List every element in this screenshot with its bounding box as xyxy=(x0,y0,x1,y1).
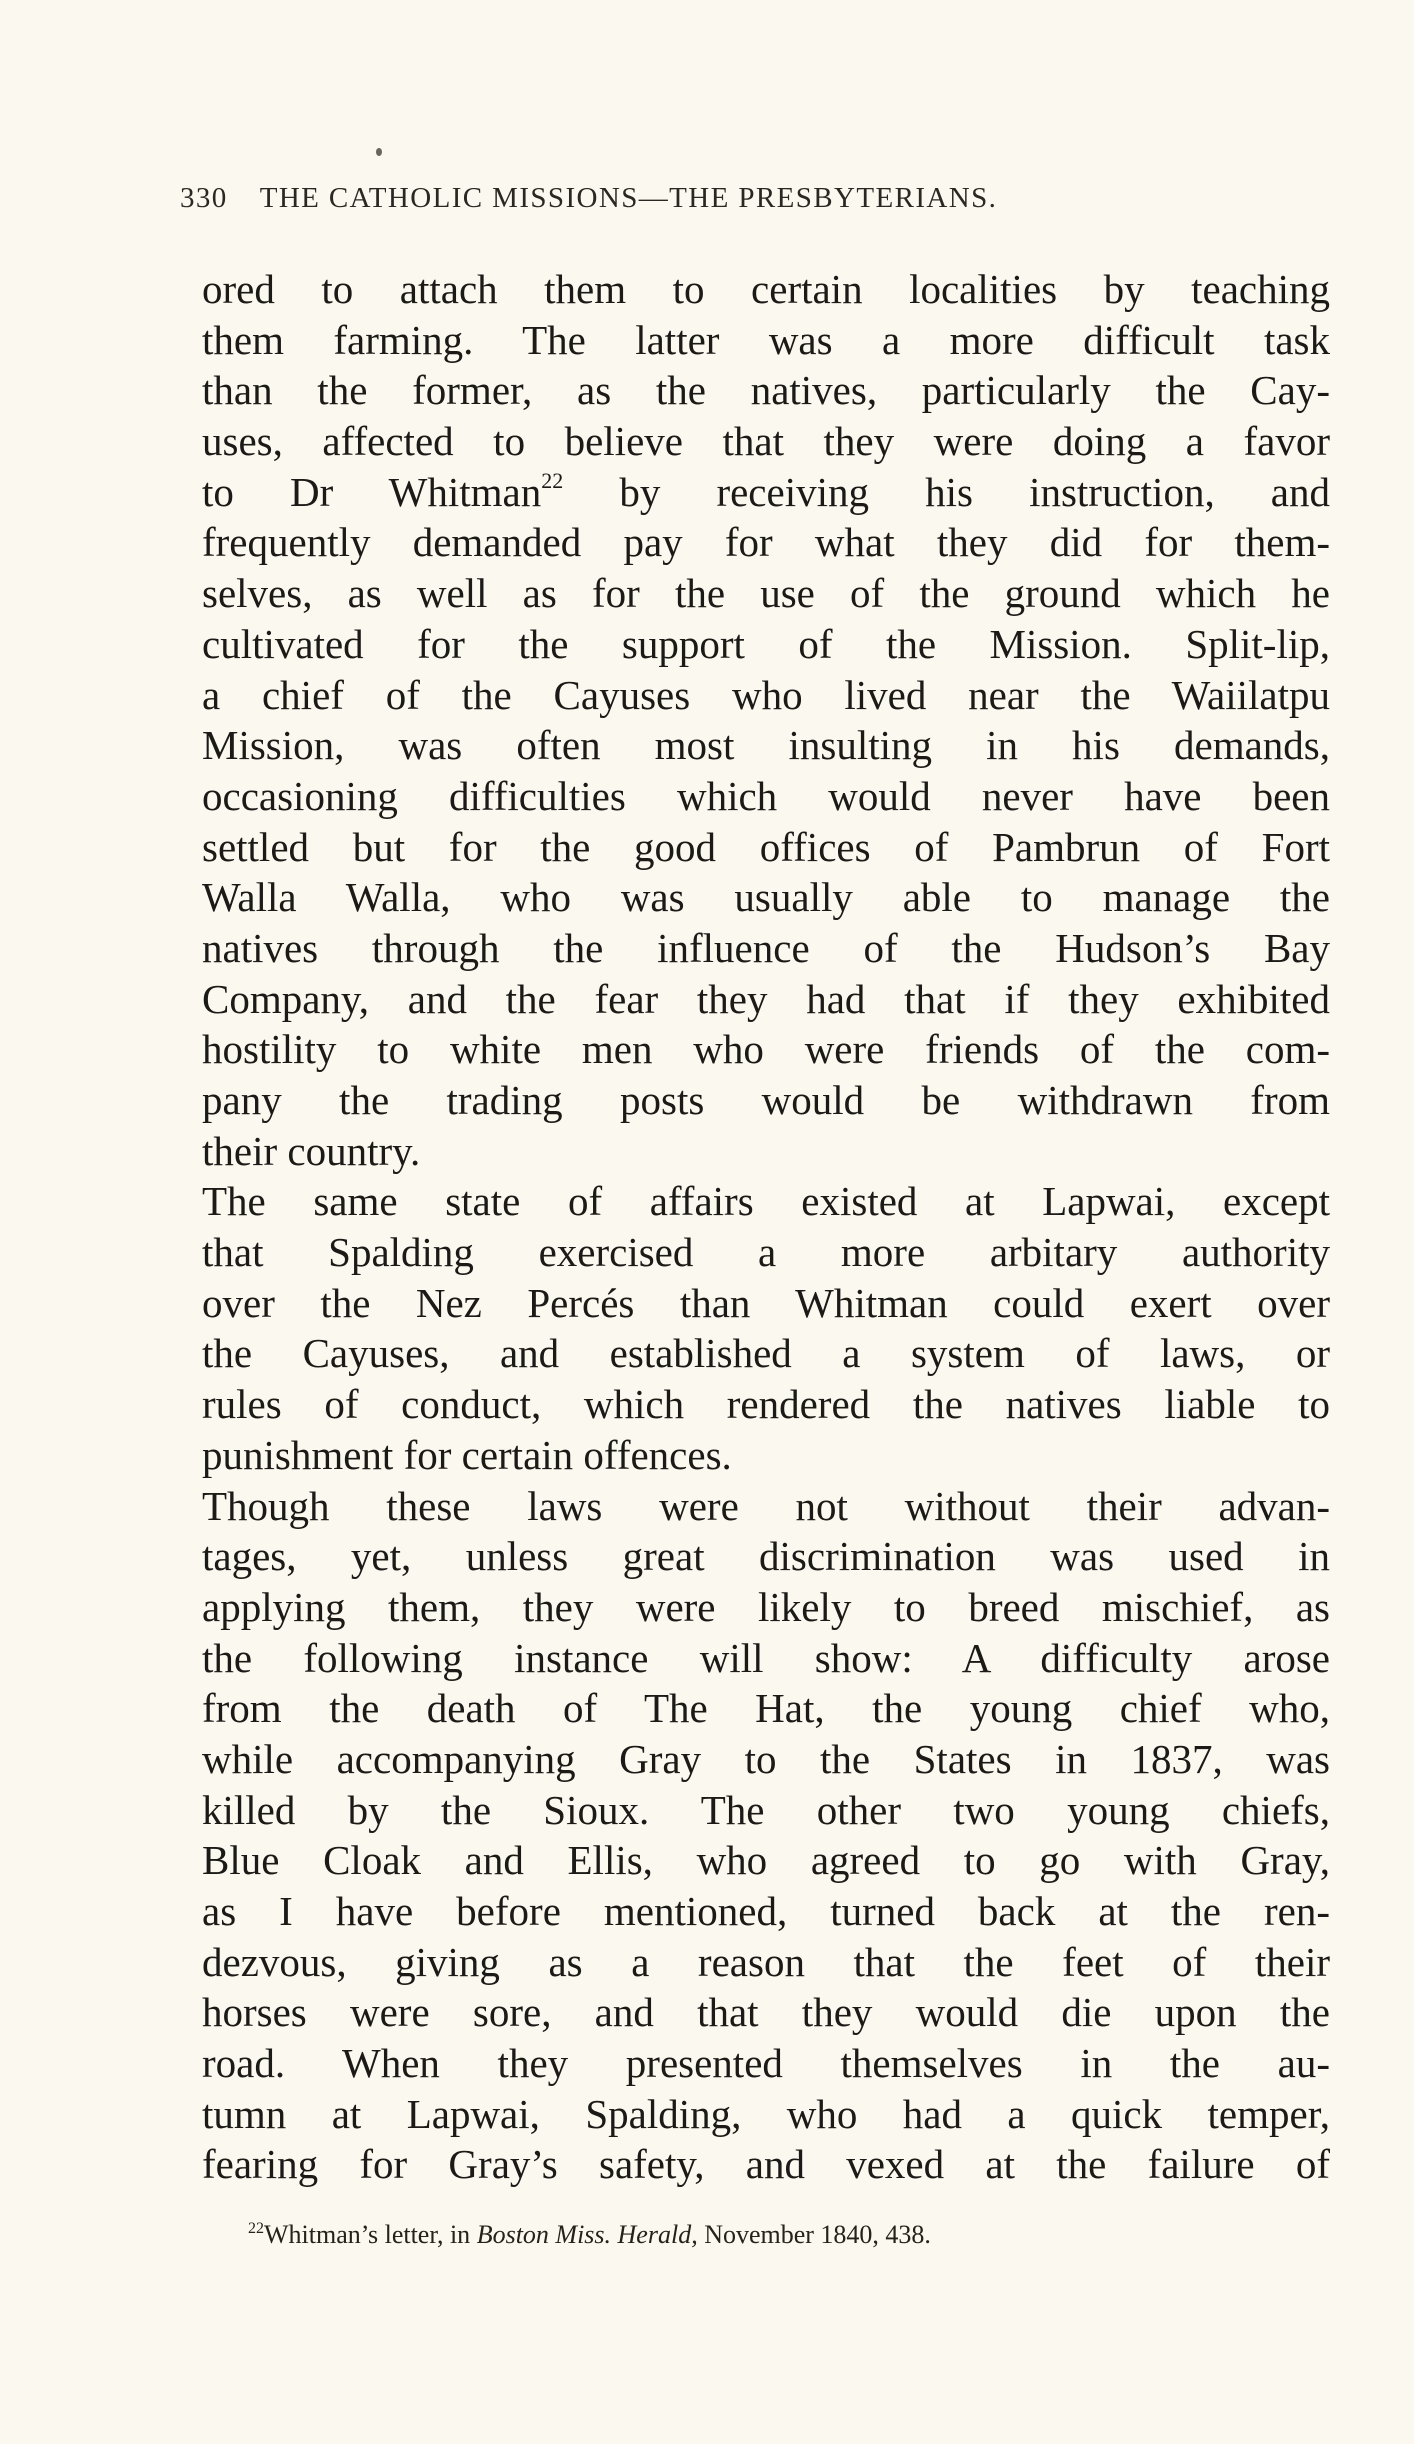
text-line: occasioning difficulties which would never have been xyxy=(202,772,1330,819)
text-line: Walla Walla, who was usually able to manage the xyxy=(202,874,1330,921)
text-line: frequently demanded pay for what they did for them- xyxy=(202,519,1330,566)
text-line: the following instance will show: A difficulty arose xyxy=(202,1634,1330,1681)
footnote-number: 22 xyxy=(248,2220,264,2237)
running-header xyxy=(180,182,1220,222)
text-line: their country. xyxy=(202,1127,421,1174)
text-line: while accompanying Gray to the States in 1837, was xyxy=(202,1735,1330,1782)
text-line: ored to attach them to certain localities by teaching xyxy=(202,266,1330,312)
text-line: hostility to white men who were friends of the com- xyxy=(202,1026,1330,1073)
text-line: that Spalding exercised a more arbitary authority xyxy=(202,1229,1330,1276)
text-line: them farming. The latter was a more difficult task xyxy=(202,316,1330,363)
page-number: 330 xyxy=(180,182,228,214)
text-line: a chief of the Cayuses who lived near the Waiilatpu xyxy=(202,671,1330,718)
text-line: natives through the influence of the Hudson’s Bay xyxy=(202,924,1330,971)
text-line: rules of conduct, which rendered the natives liable to xyxy=(202,1381,1330,1428)
text-line: killed by the Sioux. The other two young chiefs, xyxy=(202,1786,1330,1833)
print-speck xyxy=(376,148,382,156)
text-line: than the former, as the natives, particularly the Cay- xyxy=(202,367,1330,414)
text-fragment: to Dr Whitman xyxy=(202,468,542,515)
footnote-text: Whitman’s letter, in xyxy=(264,2220,477,2249)
text-line: from the death of The Hat, the young chief who, xyxy=(202,1685,1330,1732)
body-text xyxy=(202,264,1330,2190)
text-line: as I have before mentioned, turned back at the ren- xyxy=(202,1888,1330,1934)
text-line: Though these laws were not without their advan- xyxy=(202,1482,1330,1529)
footnote-source: Boston Miss. Herald, xyxy=(476,2220,698,2249)
text-line xyxy=(202,467,1330,518)
text-line: Company, and the fear they had that if they exhibited xyxy=(202,975,1330,1022)
text-line: Blue Cloak and Ellis, who agreed to go with Gray, xyxy=(202,1837,1330,1884)
text-line: over the Nez Percés than Whitman could exert over xyxy=(202,1279,1330,1326)
text-fragment: by receiving his instruction, and xyxy=(619,468,1330,515)
text-line: The same state of affairs existed at Lapwai, except xyxy=(202,1178,1330,1225)
footnote-reference: 22 xyxy=(541,467,564,493)
footnote-text: November 1840, 438. xyxy=(697,2220,931,2249)
text-line: the Cayuses, and established a system of laws, or xyxy=(202,1330,1330,1377)
text-line: road. When they presented themselves in the au- xyxy=(202,2040,1330,2087)
text-line: punishment for certain offences. xyxy=(202,1431,732,1478)
text-line: horses were sore, and that they would die upon the xyxy=(202,1989,1330,2036)
text-line: settled but for the good offices of Pambrun of Fort xyxy=(202,823,1330,870)
text-line: tumn at Lapwai, Spalding, who had a quick temper, xyxy=(202,2090,1330,2137)
footnote xyxy=(248,2218,1248,2252)
text-line: dezvous, giving as a reason that the feet of their xyxy=(202,1938,1330,1985)
text-line: uses, affected to believe that they were doing a favor xyxy=(202,418,1330,465)
text-line: tages, yet, unless great discrimination was used in xyxy=(202,1533,1330,1580)
text-line: Mission, was often most insulting in his demands, xyxy=(202,722,1330,769)
text-line: fearing for Gray’s safety, and vexed at the failure of xyxy=(202,2141,1330,2188)
text-line: selves, as well as for the use of the ground which he xyxy=(202,570,1330,617)
running-title: THE CATHOLIC MISSIONS—THE PRESBYTERIANS. xyxy=(259,182,998,214)
text-line: applying them, they were likely to breed mischief, as xyxy=(202,1583,1330,1630)
text-line: pany the trading posts would be withdrawn from xyxy=(202,1077,1330,1123)
text-line: cultivated for the support of the Mission. Split-lip, xyxy=(202,620,1330,667)
